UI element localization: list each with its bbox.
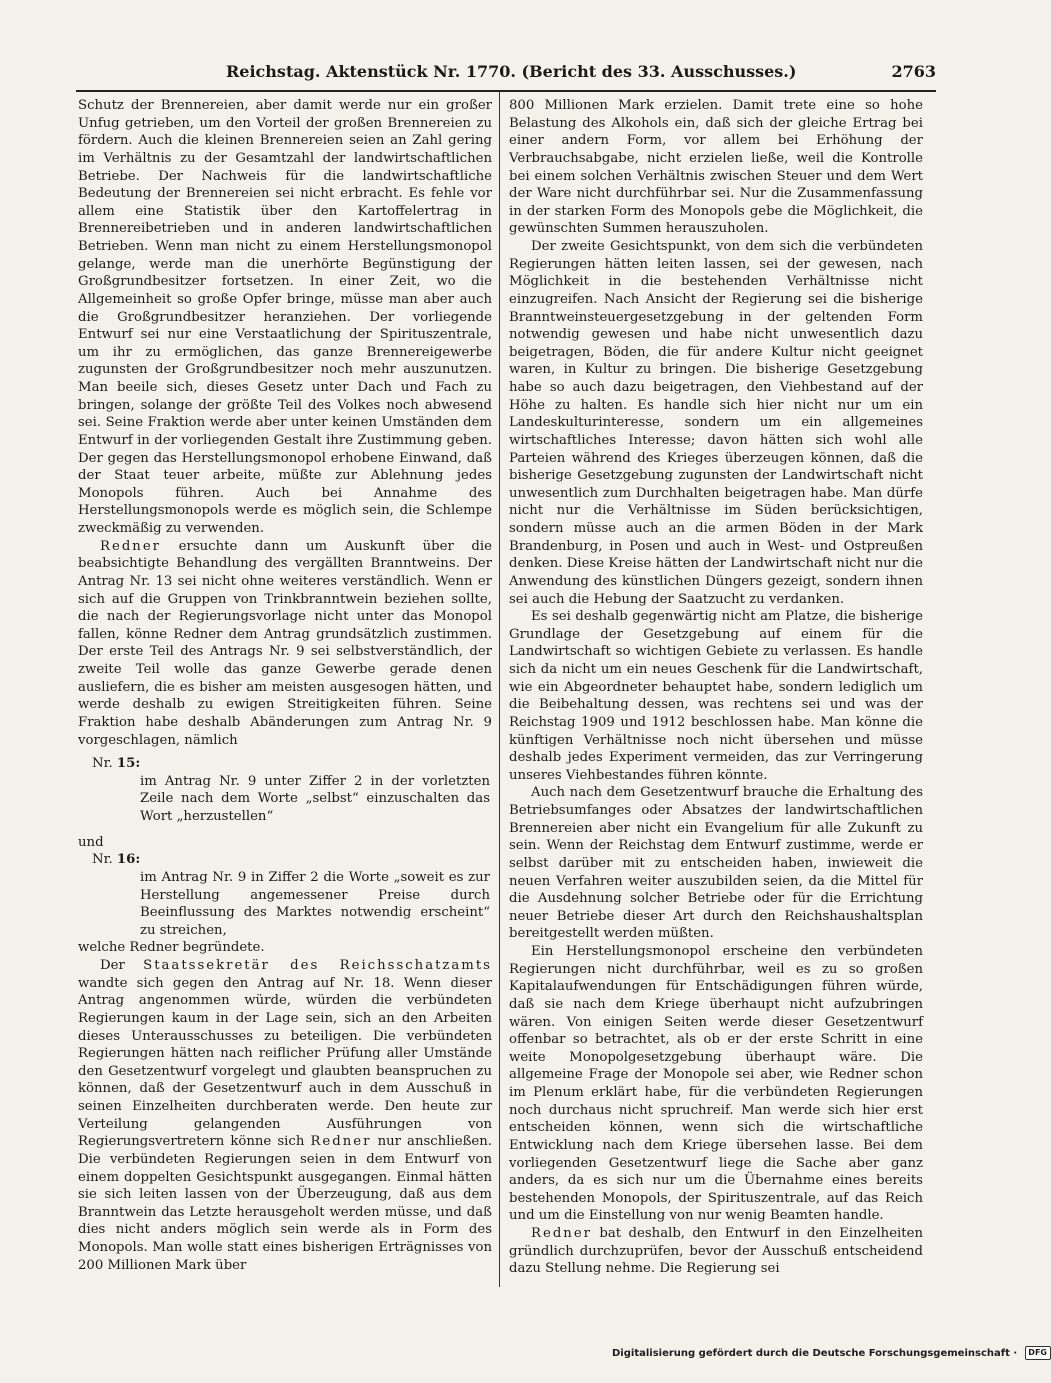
speaker-title: Staatssekretär des Reichsschatzamts [143, 958, 492, 973]
right-paragraph-4: Auch nach dem Gesetzentwurf brauche die Erhaltung des Betriebsumfanges oder Absatzes der landwirtschaftlichen Brennereien aber nicht ein Evangelium für alle Zukunft zu sein. Wenn der Reichstag dem Entwurf zustimme, werde er selbst darüber mit zu entscheiden haben, inwieweit die neuen Verfahren weiter auszubilden seien, da die Mittel für die Ausdehnung solcher Betriebe oder für die Errichtung neuer Betriebe dieser Art durch den Reichshaushaltsplan bereitgestellt werden müßten. [509, 785, 923, 942]
speaker-name-2: Redner [310, 1134, 372, 1150]
dfg-logo-icon: DFG [1025, 1346, 1051, 1360]
left-welche-line: welche Redner begründete. [78, 940, 265, 956]
right-paragraph-5: Ein Herstellungsmonopol erscheine den verbündeten Regierungen nicht durchführbar, weil es zu so großen Kapitalaufwendungen für Entschädigungen führen würde, daß sie nach dem Kriege überhaupt nicht aufzubringen wären. Von einigen Seiten werde dieser Gesetzentwurf offenbar so betrachtet, als ob er der erste Schritt in eine weite Monopolgesetzgebung überhaupt wäre. Die allgemeine Frage der Monopole sei aber, wie Redner schon im Plenum erklärt habe, für die verbündeten Regierungen noch durchaus nicht spruchreif. Man werde sich hier erst entscheiden können, wenn sich die wirtschaftliche Entwicklung nach dem Kriege übersehen lasse. Bei dem vorliegenden Gesetzentwurf liege die Sache aber ganz anders, da es sich nur um die Übernahme eines bereits bestehenden Monopols, der Spirituszentrale, auf das Reich und um die Einstellung von nur wenig Beamten handle. [509, 944, 923, 1224]
right-paragraph-6 [509, 1225, 923, 1278]
page-header [76, 62, 936, 88]
amendment-15-text: im Antrag Nr. 9 unter Ziffer 2 in der vorletzten Zeile nach dem Worte „selbst“ einzuschalten das Wort „herzustellen“ [140, 773, 490, 824]
left-paragraph-2-text: ersuchte dann um Auskunft über die beabsichtigte Behandlung des vergällten Branntweins. Der Antrag Nr. 13 sei nicht ohne weiteres verständlich. Wenn er sich auf die Gruppen von Trinkbranntwein beziehen sollte, die nach der Regierungsvorlage nicht unter das Monopol fallen, könne Redner dem Antrag grundsätzlich zustimmen. Der erste Teil des Antrags Nr. 9 sei selbstverständlich, der zweite Teil wolle das ganze Gewerbe gerade denen ausliefern, die es bisher am meisten ausgesogen hätten, und werde deshalb zu ewigen Streitigkeiten führen. Seine Fraktion habe deshalb Abänderungen zum Antrag Nr. 9 vorgeschlagen, nämlich [78, 538, 492, 748]
amendment-15-number: 15: [116, 756, 141, 772]
conjunction-und: und [78, 834, 104, 850]
left-paragraph-3-text: wandte sich gegen den Antrag auf Nr. 18. Wenn dieser Antrag angenommen würde, würden die verbündeten Regierungen kaum in der Lage sein, sich an den Arbeiten dieses Unterausschusses zu beteiligen. Die verbündeten Regierungen hätten nach reiflicher Prüfung aller Umstände den Gesetzentwurf vorgelegt und glaubten beanspruchen zu können, daß der Gesetzentwurf auch in dem Ausschuß in seinen Einzelheiten durchberaten werde. Den heute zur Verteilung gelangenden Ausführungen von Regierungsvertretern könne sich [78, 975, 492, 1150]
page-number: 2763 [891, 62, 936, 81]
speaker-name-3: Redner [531, 1226, 593, 1241]
left-column [78, 97, 492, 1292]
amendment-16-prefix: Nr. [92, 852, 113, 868]
amendment-16-number: 16: [116, 852, 141, 868]
amendment-15-label [78, 755, 492, 773]
right-paragraph-1: 800 Millionen Mark erzielen. Damit trete eine so hohe Belastung des Alkohols ein, daß sich der gleiche Ertrag bei einer andern Form, vor allem bei Erhöhung der Verbrauchsabgabe, nicht erzielen ließe, weil die Kontrolle bei einem solchen Verhältnis zwischen Steuer und dem Wert der Ware nicht durchführbar sei. Nur die Zusammenfassung in der starken Form des Monopols gebe die Möglichkeit, die gewünschten Summen herauszuholen. [509, 98, 923, 237]
footer-text: Digitalisierung gefördert durch die Deutsche Forschungsgemeinschaft · [612, 1348, 1018, 1359]
speaker-name: Redner [100, 538, 162, 554]
right-paragraph-6-text: bat deshalb, den Entwurf in den Einzelheiten gründlich durchzuprüfen, bevor der Ausschuß entscheidend dazu Stellung nehme. Die Regierung sei [509, 1226, 923, 1277]
right-paragraph-2: Der zweite Gesichtspunkt, von dem sich die verbündeten Regierungen hätten leiten lassen, sei der gewesen, nach Möglichkeit in die bestehenden Verhältnisse nicht einzugreifen. Nach Ansicht der Regierung sei die bisherige Branntweinsteuergesetzgebung in der geltenden Form notwendig gewesen und habe nicht unwesentlich dazu beigetragen, Böden, die für andere Kultur nicht geeignet waren, in Kultur zu bringen. Die bisherige Gesetzgebung habe so auch dazu beigetragen, den Viehbestand auf der Höhe zu halten. Es handle sich hier nicht nur um ein Landeskulturinteresse, sondern um ein allgemeines wirtschaftliches Interesse; davon hätten sich wohl alle Parteien während des Krieges überzeugen können, daß die bisherige Gesetzgebung zugunsten der Landwirtschaft nicht unwesentlich zum Durchhalten beigetragen habe. Man dürfe nicht nur die Verhältnisse im Süden berücksichtigen, sondern müsse auch an die armen Böden in der Mark Brandenburg, in Posen und auch in West- und Ostpreußen denken. Diese Kreise hätten der Landwirtschaft nicht nur die Anwendung des künstlichen Düngers gezeigt, sondern ihnen sei auch die Hebung der Saatzucht zu verdanken. [509, 239, 923, 607]
left-paragraph-3-lead: Der [100, 958, 144, 973]
right-column [509, 97, 923, 1292]
amendment-16-label [78, 851, 492, 869]
header-rule [76, 90, 936, 92]
right-paragraph-3: Es sei deshalb gegenwärtig nicht am Platze, die bisherige Grundlage der Gesetzgebung auf einem für die Landwirtschaft so wichtigen Gebiete zu verlassen. Es handle sich da nicht um ein neues Geschenk für die Landwirtschaft, wie ein Abgeordneter behauptet habe, sondern lediglich um die Beibehaltung dessen, was rechtens sei und was der Reichstag 1909 und 1912 beschlossen habe. Man könne die künftigen Verhältnisse noch nicht übersehen und müsse deshalb jedes Experiment vermeiden, das zur Verringerung unseres Viehbestandes führen könnte. [509, 609, 923, 783]
amendment-15-prefix: Nr. [92, 756, 113, 772]
left-paragraph-2 [78, 538, 492, 750]
amendment-16-text: im Antrag Nr. 9 in Ziffer 2 die Worte „soweit es zur Herstellung angemessener Preise durch Beeinflussung des Marktes notwendig erscheint“ zu streichen, [140, 869, 490, 938]
left-paragraph-3 [78, 957, 492, 1274]
header-title: Reichstag. Aktenstück Nr. 1770. (Bericht des 33. Ausschusses.) [226, 62, 797, 81]
left-paragraph-1: Schutz der Brennereien, aber damit werde nur ein großer Unfug getrieben, um den Vorteil der großen Brennereien zu fördern. Auch die kleinen Brennereien seien an Zahl gering im Verhältnis zu der Gesamtzahl der landwirtschaftlichen Betriebe. Der Nachweis für die landwirtschaftliche Bedeutung der Brennereien sei nicht erbracht. Es fehle vor allem eine Statistik über den Kartoffelertrag in Brennereibetrieben und in anderen landwirtschaftlichen Betrieben. Wenn man nicht zu einem Herstellungsmonopol gelange, werde man die unerhörte Begünstigung der Großgrundbesitzer fortsetzen. In einer Zeit, wo die Allgemeinheit so große Opfer bringe, müsse man aber auch die Großgrundbesitzer heranziehen. Der vorliegende Entwurf sei nur eine Verstaatlichung der Spirituszentrale, um ihr zu ermöglichen, das ganze Brennereigewerbe zugunsten der Großgrundbesitzer noch mehr auszunutzen. Man beeile sich, dieses Gesetz unter Dach und Fach zu bringen, solange der größte Teil des Volkes noch abwesend sei. Seine Fraktion werde aber unter keinen Umständen dem Entwurf in der vorliegenden Gestalt ihre Zustimmung geben. Der gegen das Herstellungsmonopol erhobene Einwand, daß der Staat teuer arbeite, müßte zur Ablehnung jedes Monopols führen. Auch bei Annahme des Herstellungsmonopols werde es möglich sein, die Schlempe zweckmäßig zu verwenden. [78, 98, 492, 536]
column-separator [499, 92, 500, 1287]
left-paragraph-3-text-2: nur anschließen. Die verbündeten Regierungen seien in dem Entwurf von einem doppelten Gesichtspunkt ausgegangen. Einmal hätten sie sich leiten lassen von der Überzeugung, daß aus dem Branntwein das Letzte herausgeholt werden müsse, und daß dies nicht anders möglich sein werde als in Form des Monopols. Man wolle statt eines bisherigen Erträgnisses von 200 Millionen Mark über [78, 1134, 493, 1273]
digitization-footer [612, 1346, 1047, 1364]
